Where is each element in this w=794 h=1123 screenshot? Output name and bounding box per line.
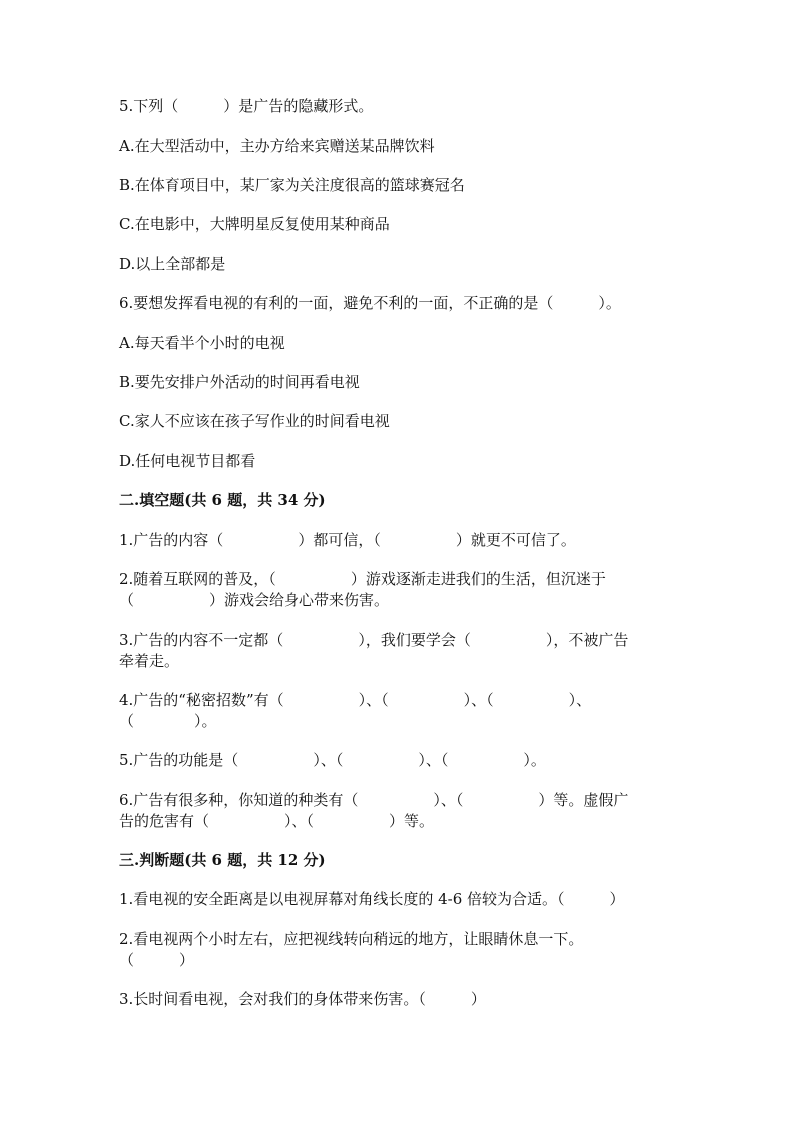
mc-question-6-option-c: C.家人不应该在孩子写作业的时间看电视 (119, 412, 390, 430)
fill-question-5-line-1: 5.广告的功能是（ ）、（ ）、（ ）。 (119, 751, 546, 769)
fill-question-6-line-2: 告的危害有（ ）、（ ）等。 (119, 812, 435, 830)
fill-question-4-line-1: 4.广告的“秘密招数”有（ ）、（ ）、（ ）、 (119, 691, 592, 709)
fill-question-4-line-2: （ ）。 (119, 712, 217, 730)
mc-question-6-option-b: B.要先安排户外活动的时间再看电视 (119, 373, 360, 391)
mc-question-6-option-a: A.每天看半个小时的电视 (119, 334, 285, 352)
tf-question-2-line-1: 2.看电视两个小时左右，应把视线转向稍远的地方，让眼睛休息一下。 (119, 930, 584, 948)
tf-question-3-line-1: 3.长时间看电视，会对我们的身体带来伤害。（ ） (119, 990, 486, 1008)
mc-question-5-option-c: C.在电影中，大牌明星反复使用某种商品 (119, 215, 390, 233)
fill-question-2-line-2: （ ）游戏会给身心带来伤害。 (119, 591, 390, 609)
fill-question-2-line-1: 2.随着互联网的普及，（ ）游戏逐渐走进我们的生活，但沉迷于 (119, 570, 606, 588)
fill-question-1-line-1: 1.广告的内容（ ）都可信，（ ）就更不可信了。 (119, 531, 576, 549)
fill-question-3-line-1: 3.广告的内容不一定都（ ），我们要学会（ ），不被广告 (119, 631, 629, 649)
mc-question-5-stem: 5.下列（ ）是广告的隐藏形式。 (119, 97, 374, 115)
mc-question-6-stem: 6.要想发挥看电视的有利的一面，避免不利的一面，不正确的是（ ）。 (119, 294, 621, 312)
mc-question-6-option-d: D.任何电视节目都看 (119, 452, 256, 470)
section-2-heading: 二.填空题(共 6 题，共 34 分) (119, 491, 326, 509)
mc-question-5-option-b: B.在体育项目中，某厂家为关注度很高的篮球赛冠名 (119, 176, 465, 194)
fill-question-3-line-2: 牵着走。 (119, 652, 180, 670)
mc-question-5-option-a: A.在大型活动中，主办方给来宾赠送某品牌饮料 (119, 137, 435, 155)
mc-question-5-option-d: D.以上全部都是 (119, 255, 226, 273)
section-3-heading: 三.判断题(共 6 题，共 12 分) (119, 851, 326, 869)
fill-question-6-line-1: 6.广告有很多种，你知道的种类有（ ）、（ ）等。虚假广 (119, 791, 629, 809)
tf-question-1-line-1: 1.看电视的安全距离是以电视屏幕对角线长度的 4-6 倍较为合适。（ ） (119, 890, 625, 908)
tf-question-2-line-2: （ ） (119, 951, 195, 969)
